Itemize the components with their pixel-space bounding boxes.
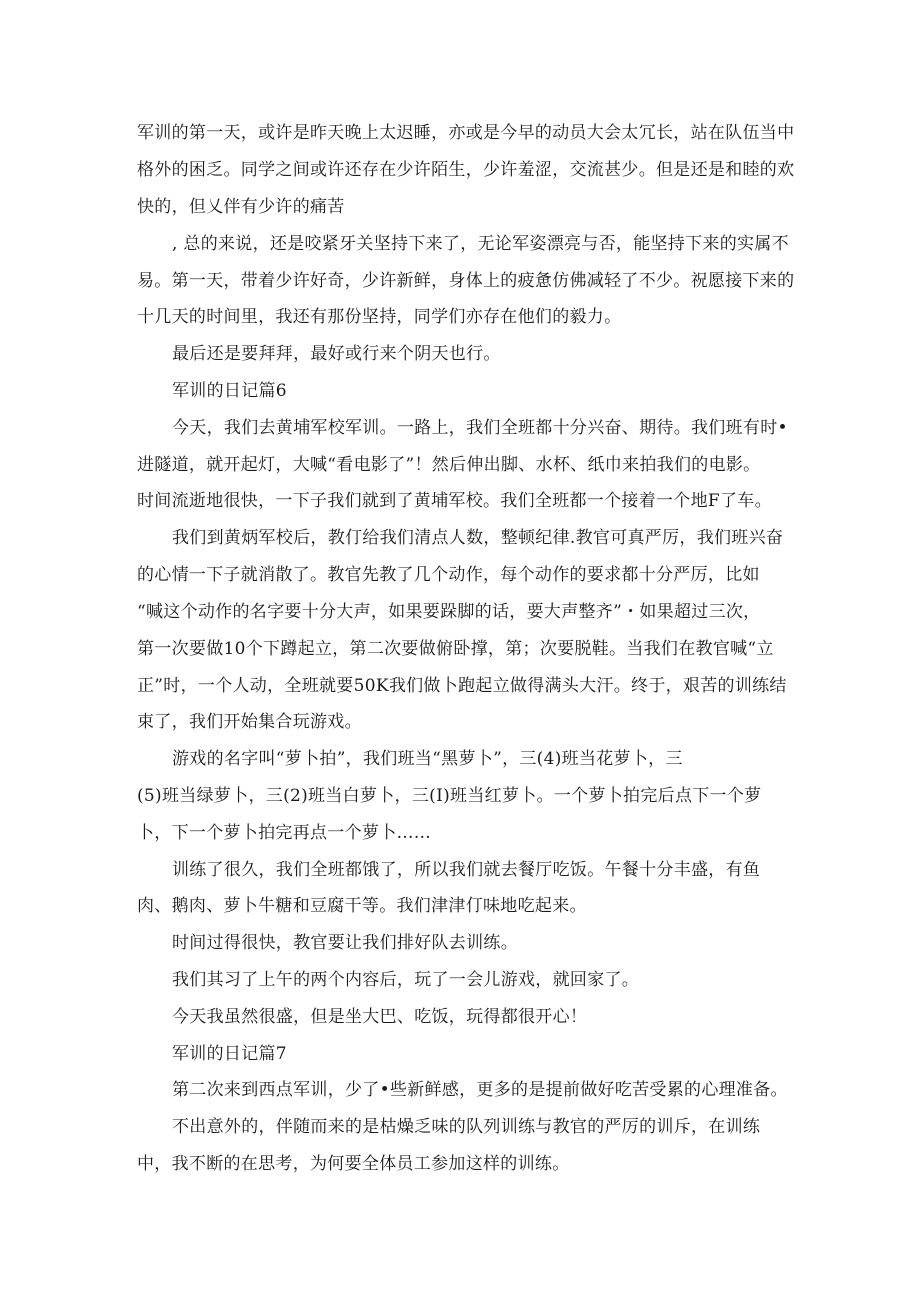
text-line: 正”时，一个人动，全班就要50K我们做卜跑起立做得满头大汗。终于，艰苦的训练结	[137, 676, 787, 696]
text-line: 快的，但乂伴有少许的痛苦	[137, 197, 345, 217]
text-line: 十几天的时间里，我还有那份坚持，同学们亦存在他们的毅力。	[137, 307, 622, 327]
text-line: 格外的困乏。同学之间或许还存在少许陌生，少许羞涩，交流甚少。但是还是和睦的欢	[137, 160, 795, 180]
section-heading: 军训的日记篇6	[172, 381, 287, 401]
text-line: 易。第一天，带着少许好奇，少许新鲜，身体上的疲惫仿佛减轻了不少。祝愿接下来的	[137, 271, 795, 291]
text-line: 第二次来到西点军训，少了•些新鲜感，更多的是提前做好吃苦受累的心理准备。	[172, 1080, 788, 1100]
text-line: 肉、鹅肉、萝卜牛糖和豆腐干等。我们津津仃味地吃起来。	[137, 896, 587, 916]
text-line: , 总的来说，还是咬紧牙关坚持下来了，无论军姿漂亮与否，能坚持下来的实属不	[172, 234, 789, 254]
text-line: 不出意外的，伴随而来的是枯燥乏味的队列训练与教官的严厉的训斥，在训练	[172, 1117, 761, 1137]
text-line: 游戏的名字叫“萝卜拍”，我们班当“黑萝卜”，三(4)班当花萝卜，三	[172, 749, 683, 769]
section-heading: 军训的日记篇7	[172, 1044, 287, 1064]
text-line: 我们到黄炳军校后，教仃给我们清点人数，整顿纪律.教官可真严厉，我们班兴奋	[172, 528, 784, 548]
text-line: 最后还是要拜拜，最好或行来个阴天也行。	[172, 344, 501, 364]
text-line: 军训的第一天，或许是昨天晚上太迟睡，亦或是今早的动员大会太冗长，站在队伍当中	[137, 123, 795, 143]
text-line: 今天，我们去黄埔军校军训。一路上，我们全班都十分兴奋、期待。我们班有时•	[172, 418, 788, 438]
text-line: 中，我不断的在思考，为何要全体员工参加这样的训练。	[137, 1154, 570, 1174]
text-line: 时间过得很快，教官要让我们排好队去训练。	[172, 933, 518, 953]
text-line: 时间流逝地很快，一下子我们就到了黄埔军校。我们全班都一个接着一个地F了车。	[137, 491, 772, 511]
text-line: 束了，我们开始集合玩游戏。	[137, 712, 362, 732]
text-line: 的心情一下子就消散了。教官先教了几个动作，每个动作的要求都十分严厉，比如	[137, 565, 760, 585]
text-line: “喊这个动作的名字要十分大声，如果要跺脚的话，要大声整齐”・如果超过三次，	[137, 602, 761, 622]
text-line: 第一次要做10个下蹲起立，第二次要做俯卧撑，第；次要脱鞋。当我们在教官喊“立	[137, 639, 774, 659]
text-line: 我们其习了上午的两个内容后，玩了一会儿游戏，就回家了。	[172, 970, 640, 990]
text-line: 训练了很久，我们全班都饿了，所以我们就去餐厅吃饭。午餐十分丰盛，有鱼	[172, 860, 761, 880]
text-line: 今天我虽然很盛，但是坐大巴、吃饭，玩得都很开心！	[172, 1007, 588, 1027]
text-line: 卜，下一个萝卜拍完再点一个萝卜……	[137, 823, 432, 843]
text-line: 进隧道，就开起灯，大喊“看电影了”！然后伸出脚、水杯、纸巾来拍我们的电影。	[137, 455, 761, 475]
text-line: (5)班当绿萝卜，三(2)班当白萝卜，三(I)班当红萝卜。一个萝卜拍完后点下一个萝	[137, 786, 762, 806]
